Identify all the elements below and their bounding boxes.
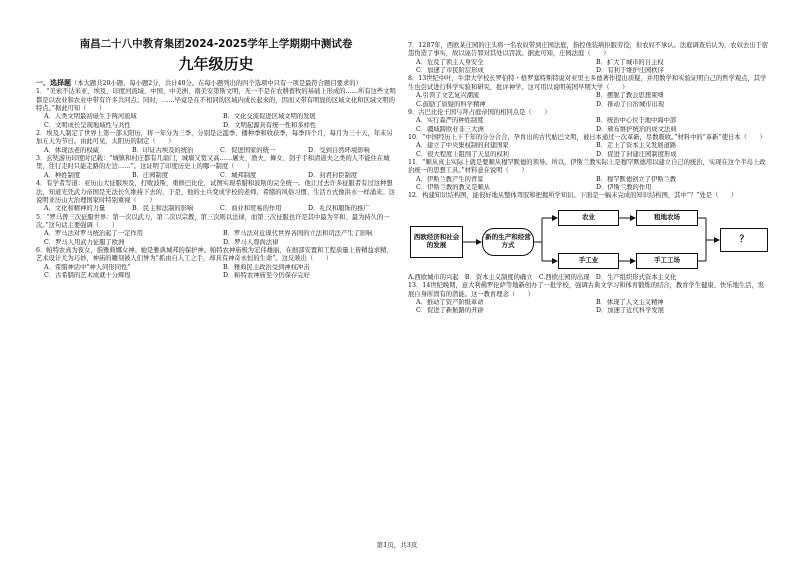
answer-option: D．伊斯兰教的作用 bbox=[596, 184, 652, 192]
question-block bbox=[408, 109, 770, 134]
answer-option: A．罗马法对罗马统治起了一定作用 bbox=[44, 230, 144, 238]
question-stem: 7．1287年，西欧某庄园的庄头将一名农奴带到庄园法庭，指控他装病拒服劳役，但农奴不承认。法庭调查后认为，农奴去出于宿怨伪造了事实，故以诬告罪对其处以罚款。据此可知，庄园法庭（ ） bbox=[408, 42, 769, 58]
question-stem: 5．“罗马曾三次征服世界：第一次以武力，第二次以宗教，第三次则以法律，而第三次征服也许是其中最为平和、最为持久的一次。”这句话主要强调（ ） bbox=[36, 213, 390, 229]
answer-option: C．罗马人用武力征服了欧洲 bbox=[44, 238, 125, 246]
answer-option: C．促进国家的统一 bbox=[220, 146, 276, 154]
answer-option: B．民主和法制的影响 bbox=[132, 205, 194, 213]
question-block bbox=[36, 247, 396, 280]
answer-option: A．种姓制度 bbox=[44, 171, 81, 179]
answer-option: A.引领了文艺复兴潮流 bbox=[416, 92, 480, 100]
answer-option: C．文明成长呈现地域性与共性 bbox=[44, 121, 131, 129]
question-stem: 13．14世纪晚期，意大利佛罗伦萨等地新创办了一批学校，强调古典文学习和体育锻炼的结合，教育学生健康、快乐地生活，发展自身所固有的潜能。这一教育理念（ ） bbox=[408, 282, 765, 298]
answer-option: D．帕特农神庙至今仍保存完好 bbox=[223, 272, 310, 280]
answer-option: A．文化和精神的力量 bbox=[44, 205, 106, 213]
answer-option: D．文明起源具有统一性和多样性 bbox=[223, 121, 317, 129]
option-list bbox=[36, 205, 396, 213]
exam-title: 南昌二十八中教育集团2024-2025学年上学期期中测试卷 bbox=[79, 38, 353, 50]
answer-option: C．很大程度上阻削了天皇的权利 bbox=[416, 150, 509, 158]
question-stem: 12．构建知识结构图，能很好地从整体驾驭和把握所学知识。下面是一幅未完成的知识结构图，其中“？”处是（ ） bbox=[408, 192, 738, 200]
question-stem: 4．有学者写道：亚历山大征服埃及，打败波斯，重修巴比伦，试图实现希腊和波斯的完全统一。他让过去许多征服者有过这种想法，知道光凭武力帝国是无法长久维持下去的，于是，他的士兵变成学校的老师，希腊的风俗习惯、生活方式像洪水一样涌来。这说明亚历山大治理国家时特别重视（ ） bbox=[36, 180, 395, 204]
question-block bbox=[408, 75, 770, 108]
answer-option: D．推动了自治城市出现 bbox=[596, 100, 665, 108]
diagram-root-box: 西欧经济和社会的发展 bbox=[410, 226, 463, 258]
question-block bbox=[408, 282, 770, 315]
diagram-workshop-box: 手工工场 bbox=[636, 253, 698, 269]
question-block bbox=[408, 134, 770, 159]
answer-option: B．文化交流促进区域文明的发展 bbox=[223, 113, 316, 121]
option-list bbox=[408, 92, 770, 109]
right-column bbox=[408, 42, 770, 316]
option-list bbox=[36, 264, 396, 281]
answer-option: D．封君封臣制度 bbox=[308, 171, 358, 179]
question-block bbox=[36, 180, 396, 213]
question-stem: 9．古巴比伦王国与拜占庭帝国的相同点是（ ） bbox=[408, 108, 551, 116]
answer-option: A．体现法老的权威 bbox=[44, 146, 99, 154]
answer-option: B．摆脱了教会思想束缚 bbox=[596, 92, 664, 100]
question-stem: 8．13世纪中叶，牛津大学校长罗伯特・格罗塞特斯特说对亚里士多德著作提出质疑，并用数学和实验证明自己的哲学观点，其学生也尝试进行科学实验和研究，批评神学。这可用以说明英国早期大学（ ） bbox=[408, 75, 767, 91]
question-block bbox=[408, 192, 770, 200]
question-stem: 10．“中国经历上下千年的分分合合，孕育出的古代帖巴文明，被日本通过一次革新，尽数吸收。”材料中的“革新”使日本（ ） bbox=[408, 133, 766, 141]
question-stem: 2．埃及人制定了世界上第一部太阳历，将一年分为三季，分别是泛滥季、播种季和收获季，每季四个月，每月为三十天，年末另加五天为节日。由此可见，太阳历的制定（ ） bbox=[36, 130, 393, 146]
option-list bbox=[36, 113, 396, 130]
diagram-farm-box: 租地农场 bbox=[636, 210, 698, 226]
option-list bbox=[408, 142, 770, 159]
diagram-handicraft-box: 手工业 bbox=[558, 253, 619, 269]
answer-option: C．商业和贸易的作用 bbox=[220, 205, 282, 213]
answer-option: B．体现了人文主义精神 bbox=[596, 298, 664, 306]
answer-option: A．推动了资产阶级革命 bbox=[416, 298, 484, 306]
answer-option: D．罗马人尊尚法律 bbox=[223, 238, 279, 246]
answer-option: D．有利于维护庄园秩序 bbox=[596, 67, 665, 75]
answer-option: B．走上了资本主义发展道路 bbox=[596, 142, 677, 150]
answer-option: A．希腊神话中“神人同形同性” bbox=[44, 263, 131, 271]
answer-option: C．促进了新航路的开辟 bbox=[416, 307, 484, 315]
left-question-list bbox=[36, 88, 396, 280]
answer-option: D．受到自然环境影响 bbox=[308, 146, 370, 154]
answer-option: C．城邦制度 bbox=[220, 171, 257, 179]
answer-option: A．危及了领主人身安全 bbox=[416, 58, 484, 66]
answer-option: A．实行森严的种姓制度 bbox=[416, 117, 484, 125]
question-block bbox=[36, 88, 396, 130]
question-block bbox=[36, 130, 396, 155]
answer-option: A．人类文明最初诞生于两河流域 bbox=[44, 113, 137, 121]
question-stem: 1．“美索不达米亚、埃及、印度河流域、中国、中美洲、南美安第斯文明，无一不是在农耕畜牧的基础上形成的……所有这些文明都是以农业和农业中带有许多共同点；同时，……毕竟是在不相同的区域内成长起来的，因而又带有明显的区域文化和区域文明的特点。”据此可知（ ） bbox=[36, 88, 396, 112]
answer-option: C．疆域跨欧亚非三大洲 bbox=[416, 125, 484, 133]
answer-option: A．建立了中央集权制的封建国家 bbox=[416, 142, 509, 150]
answer-option: C.鼓励了质疑的科学精神 bbox=[416, 100, 486, 108]
diagram-unknown-box: ？ bbox=[720, 228, 768, 252]
answer-option: C．古希腊的艺术成就十分辉煌 bbox=[44, 272, 131, 280]
option-list bbox=[408, 299, 770, 316]
question-13 bbox=[408, 282, 770, 315]
question-block bbox=[408, 159, 770, 192]
answer-option: D．加速了近代科学发展 bbox=[596, 307, 665, 315]
question-stem: 6．帕特农真为夜女，指雅典娜女神。她是雅典城邦的保护神。帕特农神庙极为宏伟雄丽，在细部安置和工程质量上皆精益求精，艺术设计尤为巧妙，神庙的雕刻被人们誉为“抓由自人工之手，却具有神奇永恒的生命”。这反映出（ ） bbox=[36, 247, 393, 263]
answer-option: B．扩大了城市的自主权 bbox=[596, 58, 664, 66]
question-block bbox=[36, 155, 396, 180]
answer-option: B．庄园制度 bbox=[132, 171, 169, 179]
answer-option: D．颁布维护统治的成文法典 bbox=[596, 125, 677, 133]
section-intro bbox=[36, 79, 396, 88]
diagram-middle-box: 新的生产和经营方式 bbox=[482, 228, 534, 256]
option-list bbox=[36, 172, 396, 180]
answer-option: B．穆罕默德创立了伊斯兰教 bbox=[596, 175, 677, 183]
option-list bbox=[36, 147, 396, 155]
exam-subtitle: 九年级历史 bbox=[178, 54, 254, 73]
left-column bbox=[36, 38, 396, 281]
option-list bbox=[408, 117, 770, 134]
right-question-list bbox=[408, 42, 770, 201]
answer-option: B．印证古埃及的统治 bbox=[132, 146, 194, 154]
answer-option: B．统治中心位于地中海中部 bbox=[596, 117, 677, 125]
answer-option: C．伊斯兰教的教义是顺从 bbox=[416, 184, 491, 192]
answer-option: C．加速了市民阶层形成 bbox=[416, 67, 484, 75]
option-list bbox=[408, 59, 770, 76]
diagram-agriculture-box: 农业 bbox=[558, 210, 619, 226]
question-stem: 3．玄奘游历印度时记载：“城镇和村庄都有几扇门，城墙又宽又高……屠夫、渔夫、舞女、刽子手和清道夫之类的人不能住在城里，往行走时只能走路的左边……”。这证明了印度历史上的哪一制度（ ） bbox=[36, 155, 390, 171]
q12-options: A.西欧城市的兴起 B．资本主义制度的确立 C.西欧庄园的出现 D．生产组织形式资本主义化 bbox=[408, 273, 677, 281]
page-footer: 第1页，共3页 bbox=[376, 541, 418, 549]
answer-option: A．伊斯兰教产生的背景 bbox=[416, 175, 484, 183]
section-instructions: （本大题共20小题，每小题2分，共计40分。在每小题列出的四个选项中只有一项是最符合题目要求的） bbox=[71, 79, 362, 87]
question-block bbox=[408, 42, 770, 75]
knowledge-structure-diagram bbox=[408, 204, 770, 272]
answer-option: B．罗马法对近现代世界各国的立法和司法产生了影响 bbox=[223, 230, 373, 238]
option-list bbox=[36, 230, 396, 247]
question-stem: 11．“顺从真主实际上就是要顺从穆罕默德的领导。所以，伊斯兰教实际上是穆罕默德用以建立自己的统治，实现在这个半岛上政治统一的思想工具。”材料意在说明（ ） bbox=[408, 159, 766, 175]
answer-option: D．礼仪和服饰的推广 bbox=[308, 205, 370, 213]
answer-option: D．促进了封建庄园制度形成 bbox=[596, 150, 677, 158]
section-heading: 一、选择题 bbox=[36, 78, 71, 87]
option-list bbox=[408, 176, 770, 193]
answer-option: B．雅典民主政治受到神权冲击 bbox=[223, 263, 310, 271]
question-block bbox=[36, 214, 396, 247]
